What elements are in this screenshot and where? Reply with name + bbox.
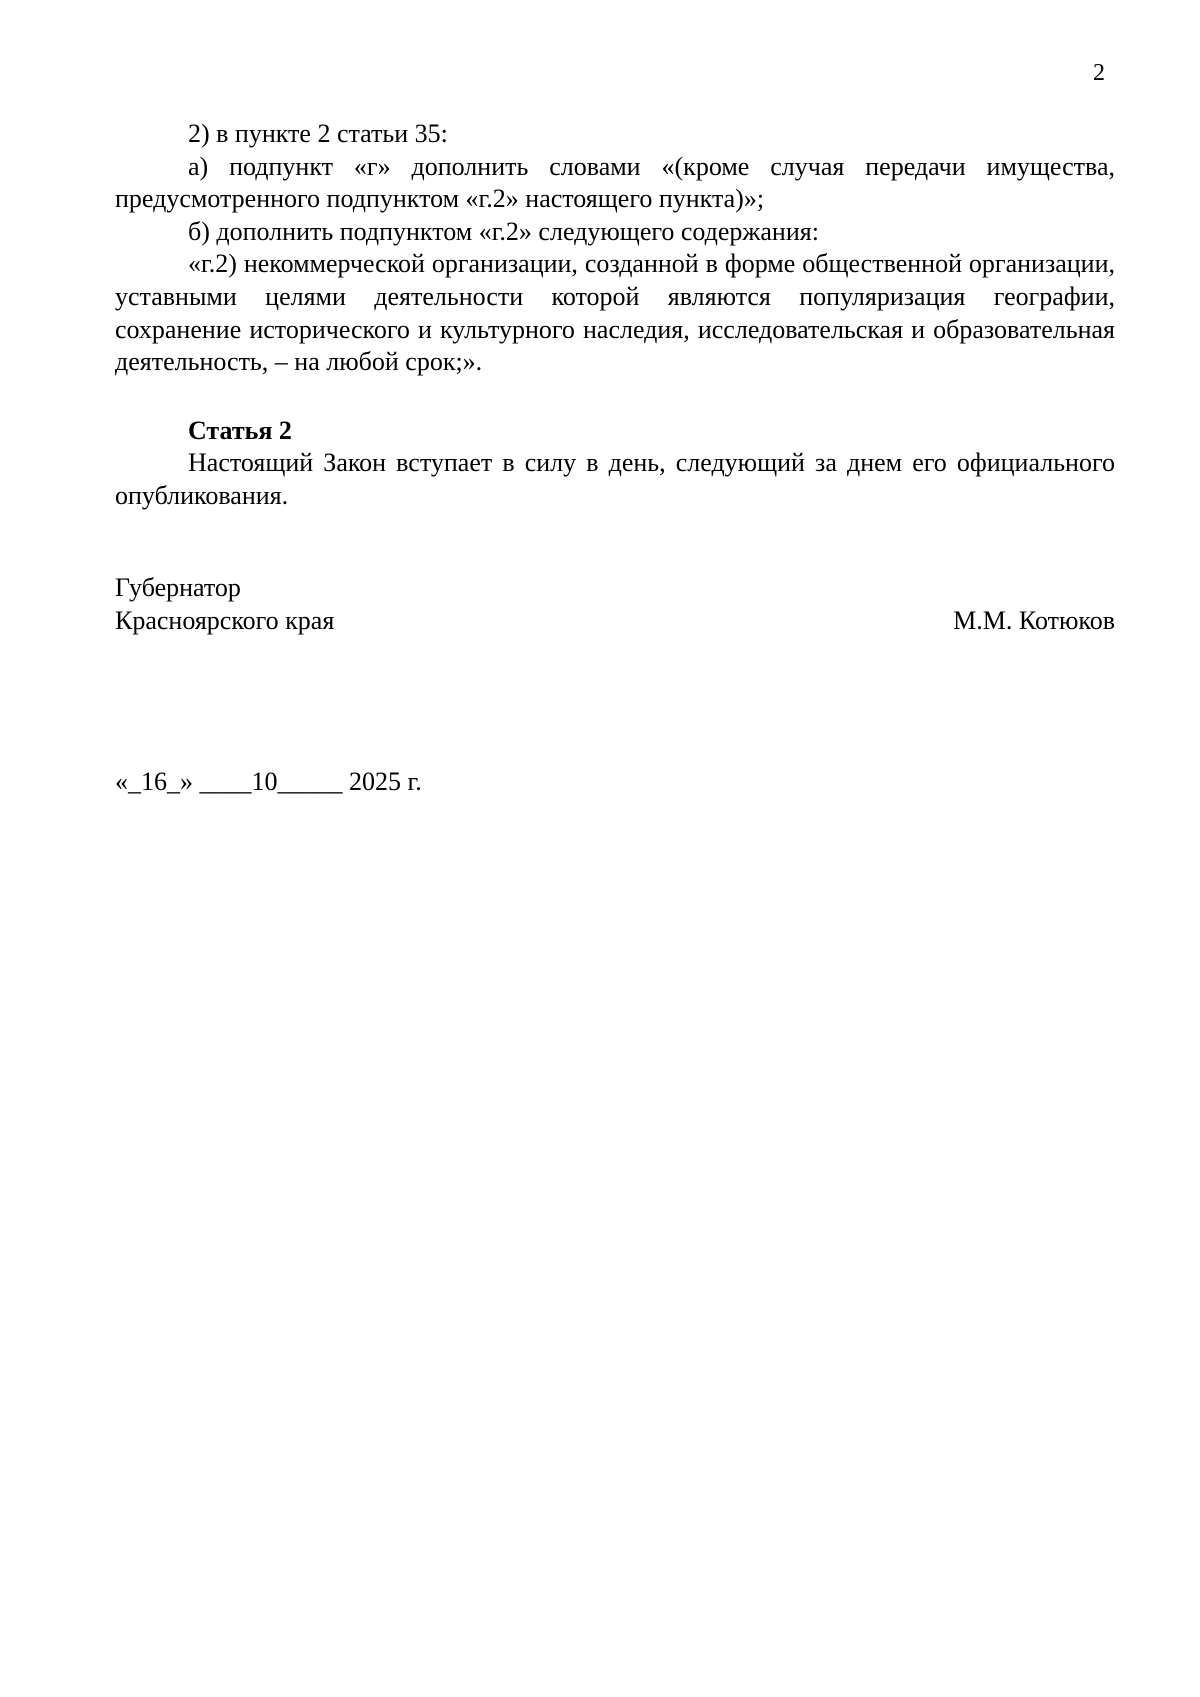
- paragraph-subitem-a: а) подпункт «г» дополнить словами «(кроме случая передачи имущества, предусмотренного подпунктом «г.2» настоящего пункта)»;: [115, 151, 1115, 214]
- article-2-text: Настоящий Закон вступает в силу в день, следующий за днем его официального опубликования.: [115, 448, 1115, 510]
- document-body: [115, 118, 1115, 513]
- article-2-heading: Статья 2: [188, 415, 292, 445]
- signatory-title-line2: Красноярского края: [115, 605, 335, 635]
- paragraph-item-2: 2) в пункте 2 статьи 35:: [188, 119, 448, 148]
- signature-block: [115, 572, 1115, 637]
- signatory-title-line1: Губернатор: [115, 573, 241, 602]
- paragraph-subitem-b: б) дополнить подпунктом «г.2» следующего содержания:: [188, 216, 819, 246]
- paragraph-new-subitem-g2: «г.2) некоммерческой организации, созданной в форме общественной организации, уставными целями деятельности которой являются популяризация географии, сохранение исторического и культурного наследия, исследовательская и образовательная деятельность, – на любой срок;».: [115, 249, 1115, 377]
- signatory-name: М.М. Котюков: [953, 605, 1115, 635]
- signatory-line: [115, 605, 1115, 638]
- page-number: 2: [1093, 60, 1105, 86]
- signing-date: «_16_» ____10_____ 2025 г.: [115, 767, 422, 796]
